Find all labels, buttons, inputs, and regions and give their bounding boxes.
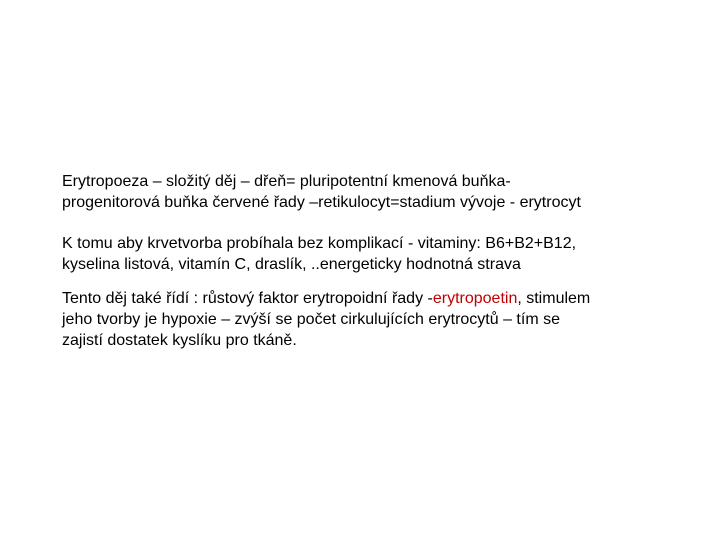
- paragraph1-line1: Erytropoeza – složitý děj – dřeň= pluripotentní kmenová buňka-: [62, 173, 511, 190]
- paragraph3-line2: jeho tvorby je hypoxie – zvýší se počet cirkulujících erytrocytů – tím se: [62, 311, 560, 328]
- paragraph3-line1-before: Tento děj také řídí : růstový faktor erytropoidní řady -: [62, 290, 433, 307]
- paragraph2-line2: kyselina listová, vitamín C, draslík, ..energeticky hodnotná strava: [62, 256, 521, 273]
- paragraph2-line1: K tomu aby krvetvorba probíhala bez komplikací - vitaminy: B6+B2+B12,: [62, 235, 577, 252]
- paragraph3-line1: [62, 288, 682, 309]
- paragraph-vitamins: [62, 233, 682, 275]
- paragraph3-line1-after: , stimulem: [517, 290, 591, 307]
- paragraph3-line3: zajistí dostatek kyslíku pro tkáně.: [62, 332, 297, 349]
- paragraph-regulation: [62, 288, 682, 351]
- paragraph-erythropoiesis: [62, 171, 682, 213]
- erytropoetin-highlight: erytropoetin: [432, 290, 518, 307]
- paragraph1-line2: progenitorová buňka červené řady –retikulocyt=stadium vývoje - erytrocyt: [62, 194, 581, 211]
